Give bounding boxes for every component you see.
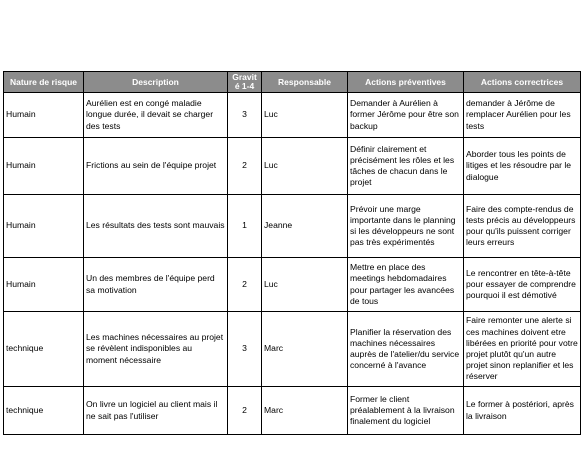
- cell-description: On livre un logiciel au client mais il ne sait pas l'utiliser: [84, 387, 228, 435]
- cell-correctrices: Aborder tous les points de litiges et les résoudre par le dialogue: [464, 138, 581, 195]
- table-row: [4, 93, 581, 138]
- cell-description: Aurélien est en congé maladie longue durée, il devait se charger des tests: [84, 93, 228, 138]
- cell-gravite: 2: [228, 258, 262, 312]
- header-responsable: Responsable: [262, 72, 348, 93]
- cell-nature: technique: [4, 312, 84, 387]
- cell-gravite: 2: [228, 387, 262, 435]
- cell-description: Les résultats des tests sont mauvais: [84, 195, 228, 258]
- table-row: [4, 387, 581, 435]
- cell-correctrices: Le rencontrer en tête-à-tête pour essayer de comprendre pourquoi il est démotivé: [464, 258, 581, 312]
- cell-nature: technique: [4, 387, 84, 435]
- cell-preventives: Prévoir une marge importante dans le planning si les développeurs ne sont pas très expérimentés: [348, 195, 464, 258]
- cell-responsable: Jeanne: [262, 195, 348, 258]
- table-row: [4, 258, 581, 312]
- cell-correctrices: Faire remonter une alerte si ces machines doivent etre libérées en priorité pour votre projet plutôt qu'un autre projet sinon replanifier et les réserver: [464, 312, 581, 387]
- cell-description: Un des membres de l'équipe perd sa motivation: [84, 258, 228, 312]
- cell-responsable: Luc: [262, 138, 348, 195]
- header-preventives: Actions préventives: [348, 72, 464, 93]
- cell-preventives: Former le client préalablement à la livraison finalement du logiciel: [348, 387, 464, 435]
- cell-gravite: 3: [228, 312, 262, 387]
- cell-preventives: Planifier la réservation des machines nécessaires auprès de l'atelier/du service concerné à l'avance: [348, 312, 464, 387]
- cell-description: Les machines nécessaires au projet se révèlent indisponibles au moment nécessaire: [84, 312, 228, 387]
- cell-preventives: Définir clairement et précisément les rôles et les tâches de chacun dans le projet: [348, 138, 464, 195]
- cell-nature: Humain: [4, 138, 84, 195]
- header-description: Description: [84, 72, 228, 93]
- table-row: [4, 312, 581, 387]
- table-row: [4, 138, 581, 195]
- header-nature: Nature de risque: [4, 72, 84, 93]
- cell-nature: Humain: [4, 195, 84, 258]
- header-row: [4, 72, 581, 93]
- cell-nature: Humain: [4, 258, 84, 312]
- cell-correctrices: Le former à postériori, après la livraison: [464, 387, 581, 435]
- cell-responsable: Luc: [262, 93, 348, 138]
- cell-preventives: Mettre en place des meetings hebdomadaires pour partager les avancées de tous: [348, 258, 464, 312]
- cell-gravite: 1: [228, 195, 262, 258]
- cell-correctrices: Faire des compte-rendus de tests précis au développeurs pour qu'ils puissent corriger leurs erreurs: [464, 195, 581, 258]
- cell-gravite: 3: [228, 93, 262, 138]
- header-correctrices: Actions correctrices: [464, 72, 581, 93]
- cell-nature: Humain: [4, 93, 84, 138]
- cell-correctrices: demander à Jérôme de remplacer Aurélien pour les tests: [464, 93, 581, 138]
- header-gravite: Gravité 1-4: [228, 72, 262, 93]
- cell-description: Frictions au sein de l'équipe projet: [84, 138, 228, 195]
- cell-responsable: Marc: [262, 312, 348, 387]
- cell-gravite: 2: [228, 138, 262, 195]
- table-row: [4, 195, 581, 258]
- cell-responsable: Marc: [262, 387, 348, 435]
- cell-preventives: Demander à Aurélien à former Jérôme pour être son backup: [348, 93, 464, 138]
- risk-table: [3, 71, 581, 435]
- cell-responsable: Luc: [262, 258, 348, 312]
